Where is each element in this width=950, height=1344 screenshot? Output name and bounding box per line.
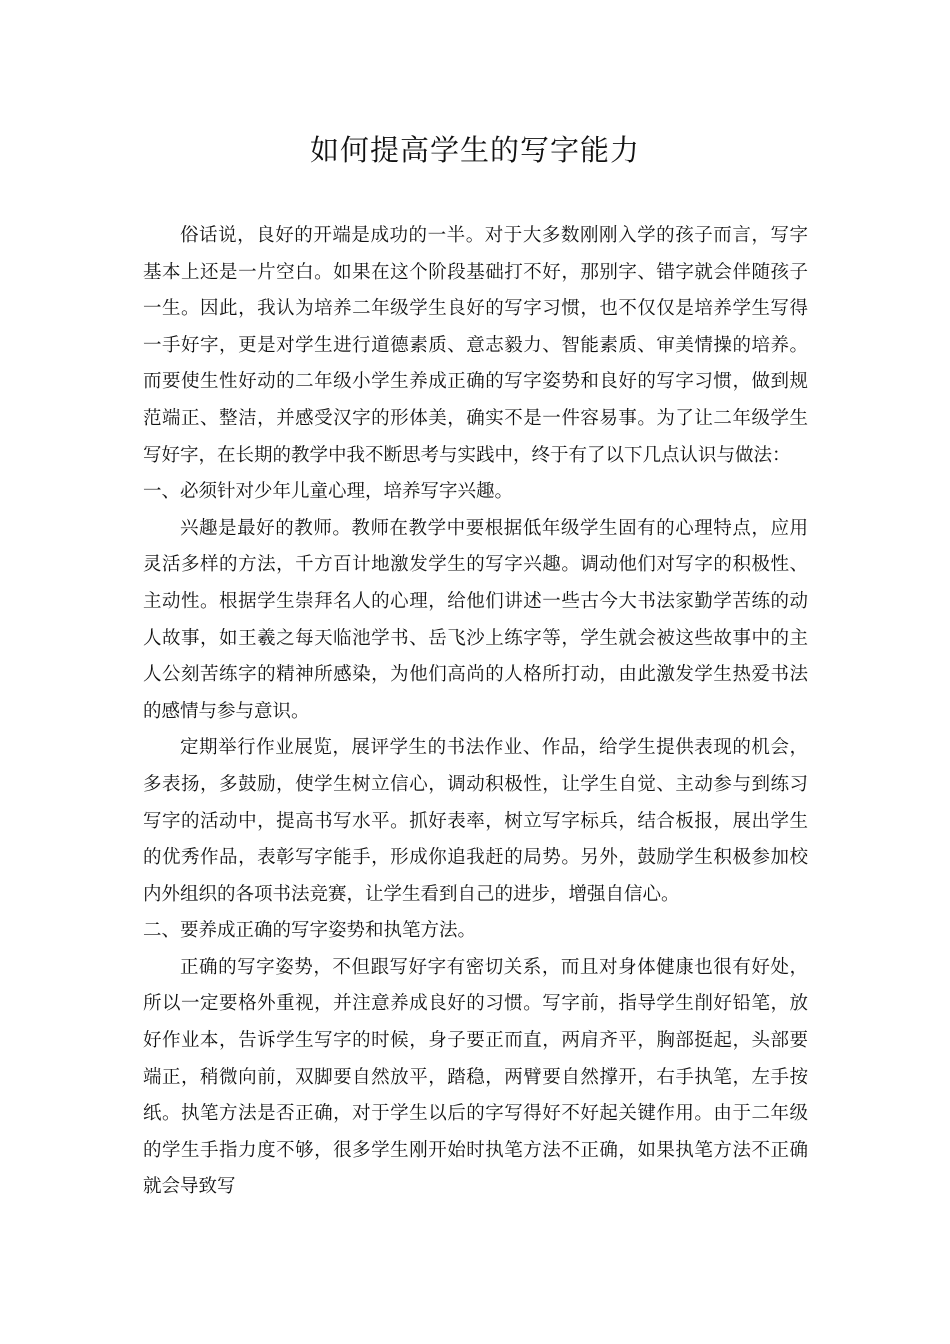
section-heading: 一、必须针对少年儿童心理，培养写字兴趣。 — [143, 481, 514, 503]
paragraph: 定期举行作业展览，展评学生的书法作业、作品，给学生提供表现的机会，多表扬，多鼓励，使学生树立信心，调动积极性，让学生自觉、主动参与到练习写字的活动中，提高书写水平。抓好表率，树立写字标兵，结合板报，展出学生的优秀作品，表彰写字能手，形成你追我赶的局势。另外，鼓励学生积极参加校内外组织的各项书法竞赛，让学生看到自己的进步，增强自信心。 — [143, 737, 808, 905]
document-title: 如何提高学生的写字能力 — [309, 133, 640, 167]
paragraph: 正确的写字姿势，不但跟写好字有密切关系，而且对身体健康也很有好处，所以一定要格外重视，并注意养成良好的习惯。写字前，指导学生削好铅笔，放好作业本，告诉学生写字的时候，身子要正而直，两肩齐平，胸部挺起，头部要端正，稍微向前，双脚要自然放平，踏稳，两臂要自然撑开，右手执笔，左手按纸。执笔方法是否正确，对于学生以后的字写得好不好起关键作用。由于二年级的学生手指力度不够，很多学生刚开始时执笔方法不正确，如果执笔方法不正确就会导致写 — [143, 956, 808, 1198]
section-heading: 二、要养成正确的写字姿势和执笔方法。 — [143, 920, 477, 942]
paragraph: 俗话说，良好的开端是成功的一半。对于大多数刚刚入学的孩子而言，写字基本上还是一片空白。如果在这个阶段基础打不好，那别字、错字就会伴随孩子一生。因此，我认为培养二年级学生良好的写字习惯，也不仅仅是培养学生写得一手好字，更是对学生进行道德素质、意志毅力、智能素质、审美情操的培养。而要使生性好动的二年级小学生养成正确的写字姿势和良好的写字习惯，做到规范端正、整洁，并感受汉字的形体美，确实不是一件容易事。为了让二年级学生写好字，在长期的教学中我不断思考与实践中，终于有了以下几点认识与做法： — [143, 225, 808, 466]
paragraph: 兴趣是最好的教师。教师在教学中要根据低年级学生固有的心理特点，应用灵活多样的方法，千方百计地激发学生的写字兴趣。调动他们对写字的积极性、主动性。根据学生崇拜名人的心理，给他们讲述一些古今大书法家勤学苦练的动人故事，如王羲之每天临池学书、岳飞沙上练字等，学生就会被这些故事中的主人公刻苦练字的精神所感染，为他们高尚的人格所打动，由此激发学生热爱书法的感情与参与意识。 — [143, 517, 808, 722]
document-body — [143, 218, 808, 1206]
